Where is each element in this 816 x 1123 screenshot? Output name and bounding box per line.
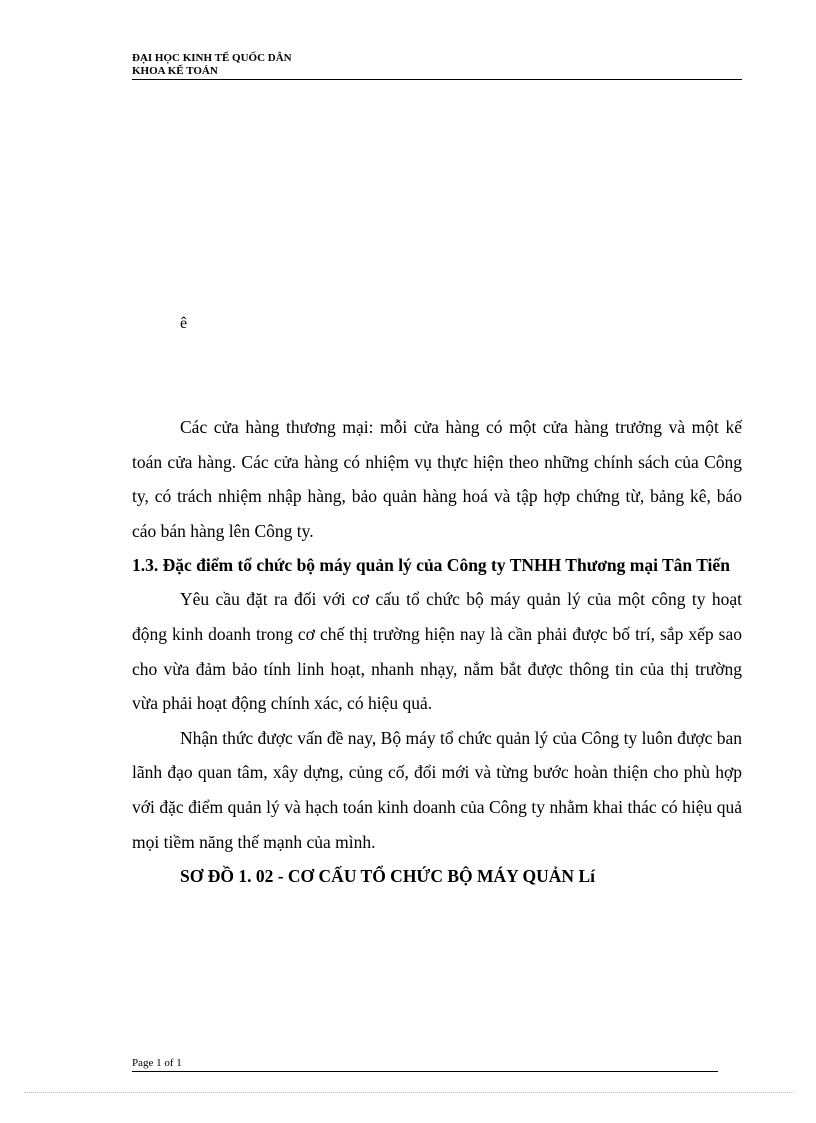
paragraph-requirements: Yêu cầu đặt ra đối với cơ cấu tổ chức bộ máy quản lý của một công ty hoạt động kinh doanh trong cơ chế thị trường hiện nay là cần phải được bố trí, sắp xếp sao cho vừa đảm bảo tính linh hoạt, nhanh nhạy, nắm bắt được thông tin của thị trường vừa phải hoạt động chính xác, có hiệu quả.	[132, 589, 742, 714]
document-body	[132, 410, 742, 894]
page-header	[132, 52, 742, 80]
header-university: ĐẠI HỌC KINH TẾ QUỐC DÂN	[132, 52, 292, 64]
header-faculty: KHOA KẾ TOÁN	[132, 65, 218, 77]
paragraph-awareness: Nhận thức được vấn đề nay, Bộ máy tổ chức quản lý của Công ty luôn được ban lãnh đạo quan tâm, xây dựng, củng cố, đổi mới và từng bước hoàn thiện cho phù hợp với đặc điểm quản lý và hạch toán kinh doanh của Công ty nhằm khai thác có hiệu quả mọi tiềm năng thế mạnh của mình.	[132, 727, 742, 852]
page-number-label: Page 1 of 1	[132, 1057, 182, 1069]
paragraph-stores: Các cửa hàng thương mại: mỗi cửa hàng có một cửa hàng trưởng và một kế toán cửa hàng. Các cửa hàng có nhiệm vụ thực hiện theo những chính sách của Công ty, có trách nhiệm nhập hàng, bảo quản hàng hoá và tập hợp chứng từ, bảng kê, báo cáo bán hàng lên Công ty.	[132, 417, 742, 541]
section-heading: 1.3. Đặc điểm tổ chức bộ máy quản lý của Công ty TNHH Thương mại Tân Tiến	[132, 555, 730, 576]
diagram-title: SƠ ĐỒ 1. 02 - CƠ CẤU TỔ CHỨC BỘ MÁY QUẢN Lí	[180, 866, 595, 887]
page-bottom-divider	[24, 1092, 794, 1093]
stray-glyph: ê	[180, 315, 188, 332]
page-footer	[132, 1056, 718, 1072]
